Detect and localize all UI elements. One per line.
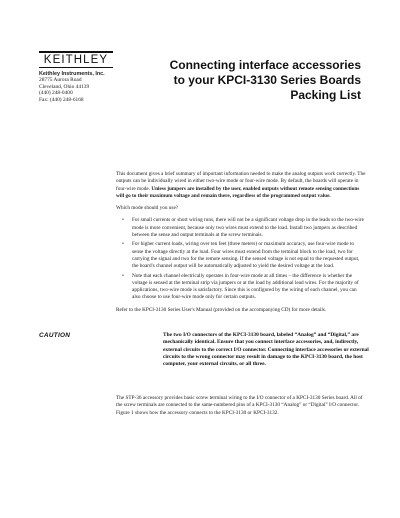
- list-item: [116, 241, 366, 270]
- caution-label: CAUTION: [39, 332, 71, 339]
- company-address-block: [39, 71, 149, 103]
- main-content: [116, 171, 366, 319]
- list-item: [116, 217, 366, 239]
- closing-paragraph: The STP-36 accessory provides basic screw terminal wiring to the I/O connector of a KPCI-3130 Series board. All of the screw terminals are connected to the same-numbered pins of a KPCI-3130 “Analog” or “Digital” I/O connector. Figure 1 shows how the accessory connects to the KPCI-3130 or KPCI-3132.: [116, 395, 363, 416]
- intro-warning-text: Unless jumpers are installed by the user, enabled outputs without remote sensing connections will go to their maximum voltage and remain there, regardless of the programmed output value.: [116, 185, 360, 199]
- list-item-text: For higher current loads, wiring over ten feet (three meters) or maximum accuracy, use four-wire mode to sense the voltage directly at the load. Four wires must extend from the terminal block to the load, two for carrying the signal and two for the remote sensing. If the sensed voltage is not equal to the requested output, the board's channel output will be automatically adjusted to yield the desired voltage at the load.: [132, 241, 360, 270]
- mode-question: Which mode should you use?: [116, 205, 179, 212]
- list-item-text: For small currents or short wiring runs, there will not be a significant voltage drop in the leads so the two-wire mode is more convenient, because only two wires must extend to the load. Install two jumpers as described between the sense and output terminals at the screw terminals.: [132, 217, 364, 239]
- logo-wordmark: KEITHLEY: [43, 53, 109, 66]
- title-line: Connecting interface accessories: [169, 58, 361, 72]
- manual-reference: Refer to the KPCI-3130 Series User's Manual (provided on the accompanying CD) for more details.: [116, 306, 327, 313]
- address-line: 28775 Aurora Road: [39, 77, 82, 84]
- intro-text: This document gives a brief summary of important information needed to make the analog outputs work correctly. The outputs can be individually wired in either two-wire mode or four-wire mode. By default, the boards will operate in four-wire mode.: [116, 171, 366, 192]
- caution-text: The two I/O connectors of the KPCI-3130 board, labeled “Analog” and “Digital,” are mechanically identical. Ensure that you connect interface accessories, and, indirectly, external circuits to the correct I/O connector. Connecting interface accessories or external circuits to the wrong connector may result in damage to the KPCI-3130 board, the host computer, your external circuits, or all three.: [163, 332, 369, 368]
- keithley-logo: [39, 51, 113, 68]
- bullet-icon: •: [122, 241, 124, 248]
- bullet-icon: •: [122, 272, 124, 279]
- title-line: Packing List: [290, 88, 361, 102]
- address-line: Cleveland, Ohio 44139: [39, 83, 90, 90]
- fax-line: Fax: (440) 248-6168: [39, 96, 84, 103]
- list-item-text: Note that each channel electrically operates in four-wire mode at all times – the difference is whether the voltage is sensed at the terminal strip via jumpers or at the load by additional lead wires. For the majority of applications, two-wire mode is satisfactory. Since this is configured by the wiring of each channel, you can also choose to use four-wire mode only for certain outputs.: [132, 272, 359, 301]
- logo-bottom-rule: [39, 67, 113, 69]
- caution-block: [39, 332, 369, 368]
- list-item: [116, 273, 366, 302]
- company-name: Keithley Instruments, Inc.: [39, 71, 105, 77]
- phone-line: (440) 248-0400: [39, 90, 73, 97]
- bullet-icon: •: [122, 217, 124, 224]
- mode-bullet-list: [116, 217, 366, 301]
- logo-top-rule: [39, 51, 113, 53]
- document-title: [161, 58, 361, 103]
- intro-paragraph: [116, 171, 366, 200]
- title-line: to your KPCI-3130 Series Boards: [173, 73, 361, 87]
